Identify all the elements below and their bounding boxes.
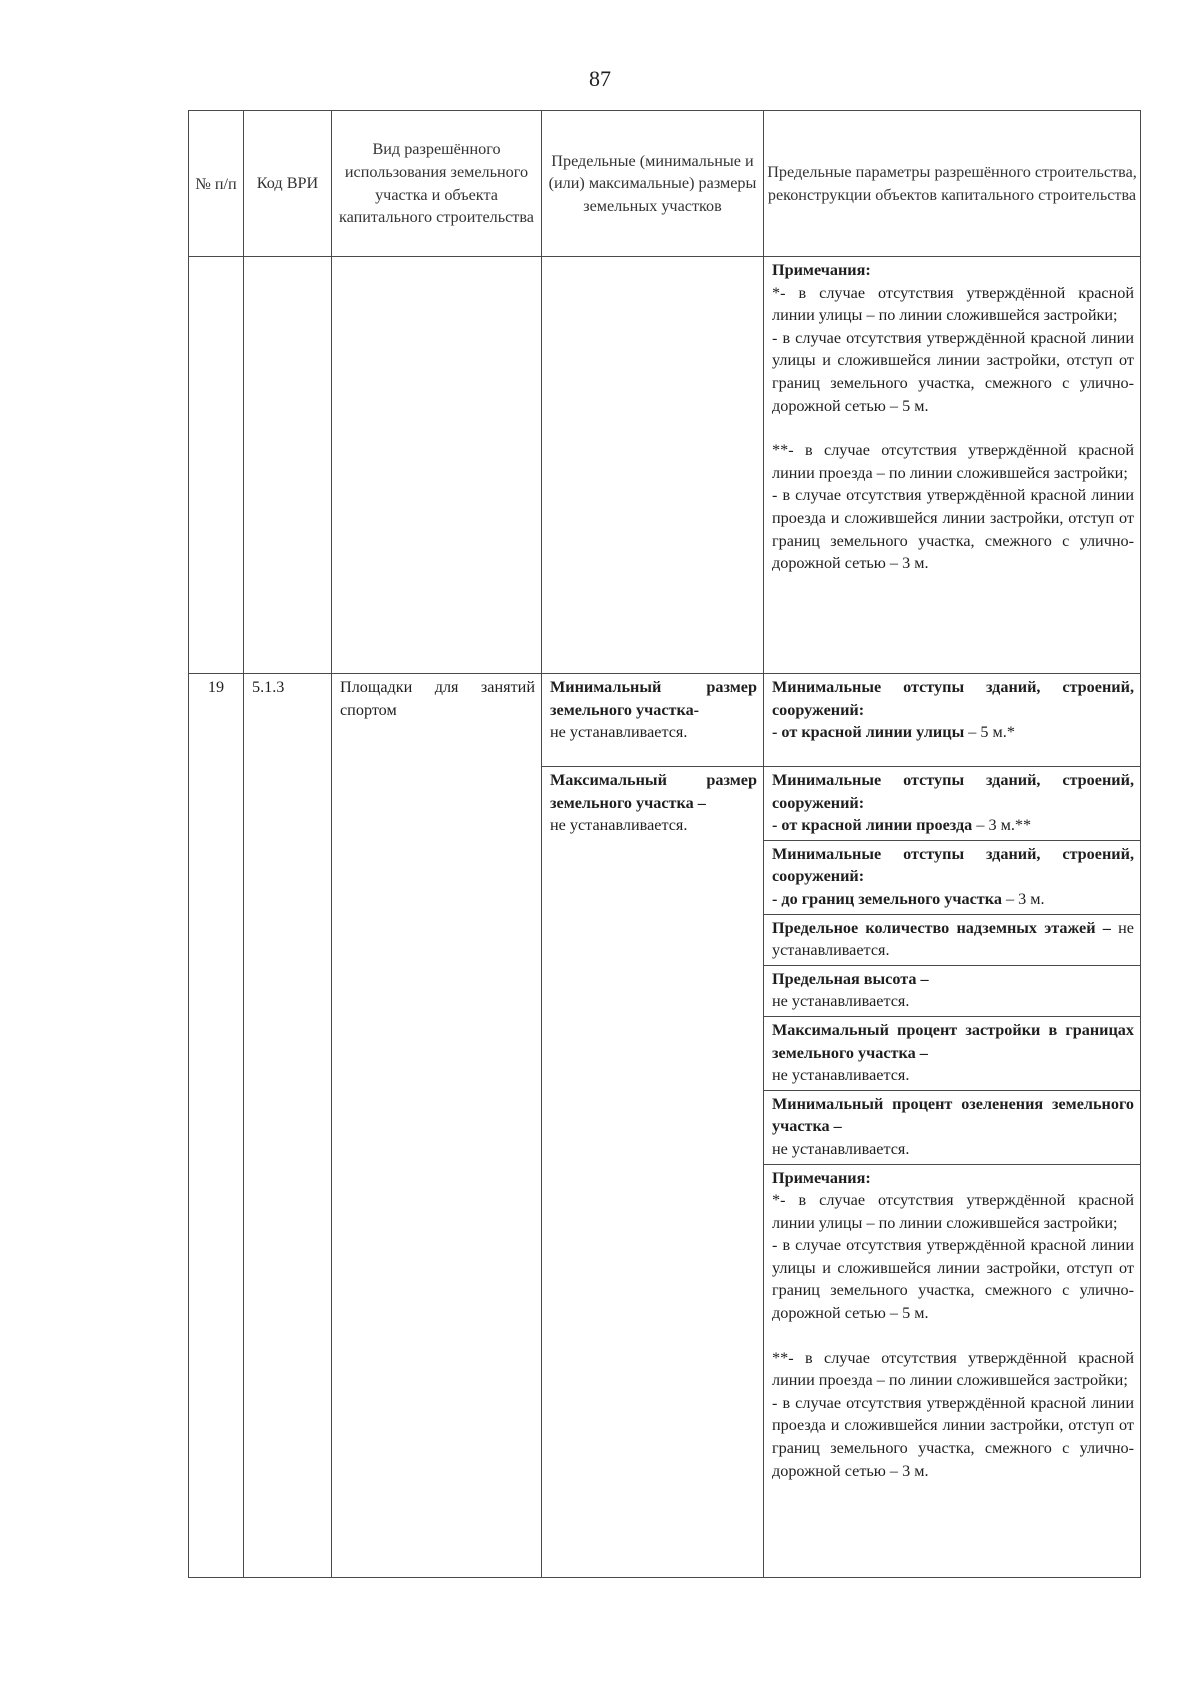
page-number: 87 xyxy=(589,66,611,91)
empty-cell xyxy=(244,257,332,674)
param-value: – 3 м.** xyxy=(972,816,1032,835)
note-paragraph: **- в случае отсутствия утверждённой красной линии проезда – по линии сложившейся застройки; xyxy=(772,441,1134,482)
param-border-offset xyxy=(764,840,1141,914)
param-height xyxy=(764,965,1141,1016)
param-value: не устанавливается. xyxy=(772,918,1134,960)
land-use-table xyxy=(188,110,1141,1578)
param-title: Минимальные отступы зданий, строений, сооружений: xyxy=(772,844,1134,886)
table-row xyxy=(189,674,1141,767)
min-size-value: не устанавливается. xyxy=(550,723,688,742)
max-size-value: не устанавливается. xyxy=(550,816,688,835)
min-size-label: Минимальный размер земельного участка- xyxy=(550,678,757,719)
note-paragraph: - в случае отсутствия утверждённой красной линии улицы и сложившейся линии застройки, отступ от границ земельного участка, смежного с улично-дорожной сетью – 5 м. xyxy=(772,328,1134,415)
param-value: не устанавливается. xyxy=(772,1139,910,1158)
header-num: № п/п xyxy=(189,111,244,257)
notes-title: Примечания: xyxy=(772,1168,871,1187)
param-label: - до границ земельного участка xyxy=(772,889,1002,908)
param-floors xyxy=(764,914,1141,965)
max-size-cell xyxy=(542,767,764,1578)
row-number: 19 xyxy=(189,674,244,1578)
param-label: Предельное количество надземных этажей – xyxy=(772,918,1111,937)
param-value: – 3 м. xyxy=(1001,889,1045,908)
empty-cell xyxy=(332,257,542,674)
note-paragraph: - в случае отсутствия утверждённой красной линии улицы и сложившейся линии застройки, отступ от границ земельного участка, смежного с улично-дорожной сетью – 5 м. xyxy=(772,1236,1134,1323)
header-row xyxy=(189,111,1141,257)
use-kind: Площадки для занятий спортом xyxy=(332,674,542,1578)
param-passage-offset xyxy=(764,767,1141,841)
header-kind: Вид разрешённого использования земельного участка и объекта капитального строительства xyxy=(332,111,542,257)
param-title: Минимальные отступы зданий, строений, сооружений: xyxy=(772,678,1134,719)
param-label: Минимальный процент озеленения земельного участка – xyxy=(772,1094,1134,1136)
param-label: - от красной линии улицы xyxy=(772,723,965,742)
param-value: не устанавливается. xyxy=(772,1066,910,1085)
param-value: – 5 м.* xyxy=(964,723,1015,742)
max-size-label: Максимальный размер земельного участка – xyxy=(550,771,757,812)
notes-title: Примечания: xyxy=(772,261,871,279)
note-paragraph: *- в случае отсутствия утверждённой красной линии улицы – по линии сложившейся застройки; xyxy=(772,283,1134,325)
note-paragraph: *- в случае отсутствия утверждённой красной линии улицы – по линии сложившейся застройки; xyxy=(772,1191,1134,1232)
param-label: Предельная высота – xyxy=(772,969,929,988)
empty-cell xyxy=(542,257,764,674)
note-paragraph: **- в случае отсутствия утверждённой красной линии проезда – по линии сложившейся застройки; xyxy=(772,1348,1134,1390)
param-max-coverage xyxy=(764,1016,1141,1090)
header-params: Предельные параметры разрешённого строительства, реконструкции объектов капитального строительства xyxy=(764,111,1141,257)
param-title: Минимальные отступы зданий, строений, сооружений: xyxy=(772,771,1134,812)
empty-cell xyxy=(189,257,244,674)
param-label: Максимальный процент застройки в границах земельного участка – xyxy=(772,1020,1134,1062)
header-code: Код ВРИ xyxy=(244,111,332,257)
table-row xyxy=(189,257,1141,674)
param-min-green xyxy=(764,1090,1141,1164)
param-value: не устанавливается. xyxy=(772,992,910,1011)
notes-cell xyxy=(764,257,1141,674)
note-paragraph: - в случае отсутствия утверждённой красной линии проезда и сложившейся линии застройки, отступ от границ земельного участка, смежного с улично-дорожной сетью – 3 м. xyxy=(772,486,1134,573)
param-label: - от красной линии проезда xyxy=(772,816,973,835)
vri-code: 5.1.3 xyxy=(244,674,332,1578)
param-street-offset xyxy=(764,674,1141,767)
header-limits: Предельные (минимальные и (или) максимальные) размеры земельных участков xyxy=(542,111,764,257)
note-paragraph: - в случае отсутствия утверждённой красной линии проезда и сложившейся линии застройки, отступ от границ земельного участка, смежного с улично-дорожной сетью – 3 м. xyxy=(772,1393,1134,1480)
notes-cell xyxy=(764,1164,1141,1577)
min-size-cell xyxy=(542,674,764,767)
